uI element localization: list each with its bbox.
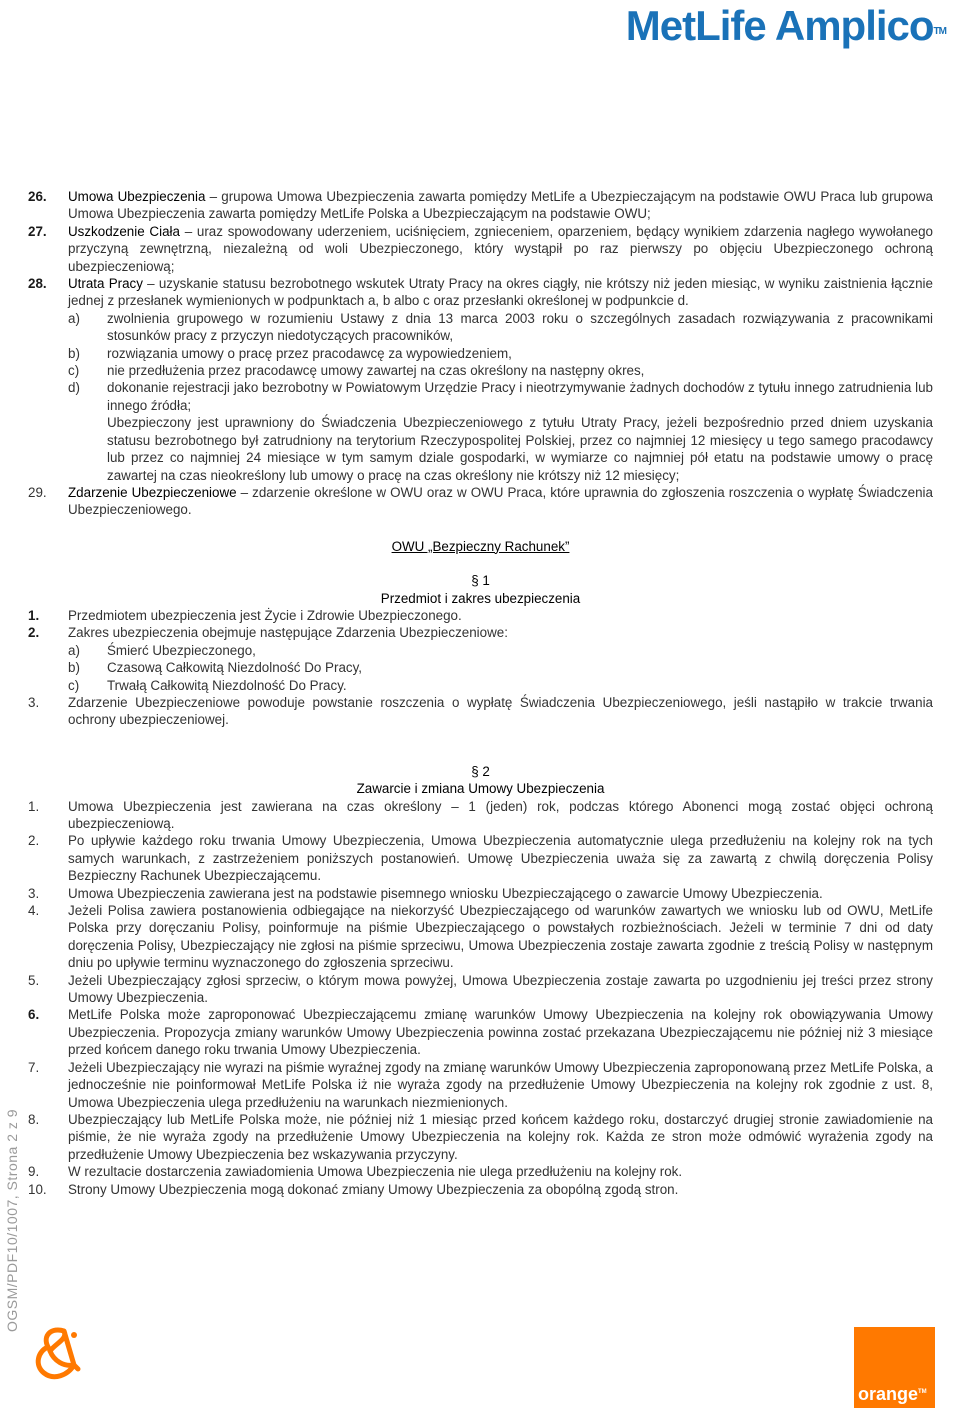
owu-title: OWU „Bezpieczny Rachunek”: [391, 538, 570, 554]
definition-28: [28, 275, 933, 310]
section-2-list: [28, 798, 933, 1198]
list-item: c) Trwałą Całkowitą Niezdolność Do Pracy.: [68, 677, 347, 693]
definition-29: [28, 484, 933, 519]
list-item: 8. Ubezpieczający lub MetLife Polska może, nie później niż 1 miesiąc przed końcem każdego roku, dostarczyć drugiej stronie zawiadomienie na piśmie, że nie wyraża zgody na przedłużenie Umowy Ubezpieczenia na kolejny rok. Każda ze stron może odmówić wyrażenia zgody na przedłużenie Umowy Ubezpieczenia bez wskazywania przyczyny.: [28, 1111, 933, 1162]
section-1-title: Przedmiot i zakres ubezpieczenia: [380, 590, 581, 606]
definition-number: 29.: [28, 484, 47, 500]
orange-logo: orange™: [854, 1327, 935, 1408]
definition-text: – uraz spowodowany uderzeniem, uciśnięciem, zgnieceniem, oparzeniem, będący wynikiem zdarzenia nagłego wywołanego przyczyną zewnętrzną, niezależną od woli Ubezpieczonego, który wystąpił po raz pierwszy po objęciu Ubezpieczonego ochroną ubezpieczeniową;: [68, 223, 933, 274]
definition-text: – zdarzenie określone w OWU oraz w OWU Praca, które uprawnia do zgłoszenia roszczenia o wypłatę Świadczenia Ubezpieczeniowego.: [68, 484, 933, 518]
definition-term: Utrata Pracy: [68, 276, 143, 292]
list-item: 10. Strony Umowy Ubezpieczenia mogą dokonać zmiany Umowy Ubezpieczenia za obopólną zgodą stron.: [28, 1181, 679, 1197]
list-item: 6. MetLife Polska może zaproponować Ubezpieczającemu zmianę warunków Umowy Ubezpieczenia na kolejny rok obowiązywania Umowy Ubezpieczenia. Propozycja zmiany warunków Umowy Ubezpieczenia powinna zostać przekazana Ubezpieczającemu nie później niż 3 miesiące przed końcem danego roku trwania Umowy Ubezpieczenia.: [28, 1007, 933, 1058]
list-item: a) Śmierć Ubezpieczonego,: [68, 642, 256, 658]
list-item: 7. Jeżeli Ubezpieczający nie wyrazi na piśmie wyraźnej zgody na zmianę warunków Umowy Ubezpieczenia zaproponowaną przez MetLife Polska, a jednocześnie nie poinformował MetLife Polska iż nie wyraża zgody na przedłużenie Umowy Ubezpieczenia na kolejny rok zgodnie z ust. 8, Umowa Ubezpieczenia ulega przedłużeniu na warunkach niezmienionych.: [28, 1059, 933, 1110]
definition-number: 26.: [28, 189, 47, 204]
section-1-mark: § 1: [471, 573, 490, 589]
list-item: 4. Jeżeli Polisa zawiera postanowienia odbiegające na niekorzyść Ubezpieczającego od warunków zawartych we wniosku lub od OWU, MetLife Polska przy doręczaniu Polisy, poinformuje na piśmie Ubezpieczającego o powstałych rozbieżnościach. Jeżeli w terminie 7 dni od daty doręczenia Polisy, Ubezpieczający nie zgłosi na piśmie sprzeciwu, Umowa Ubezpieczenia zostaje zawarta zgodnie z treścią Polisy w następnym dniu po upływie terminu wyznaczonego do zgłoszenia sprzeciwu.: [28, 903, 933, 971]
definition-term: Umowa Ubezpieczenia: [68, 189, 206, 204]
definition-text: – uzyskanie statusu bezrobotnego wskutek Utraty Pracy na okres ciągły, nie krótszy niż jeden miesiąc, w wyniku zaistnienia łącznie jednej z przesłanek wymienionych w podpunktach a, b albo c oraz przesłanki określonej w podpunkcie d.: [68, 276, 933, 309]
definition-28-paragraph: Ubezpieczony jest uprawniony do Świadczenia Ubezpieczeniowego z tytułu Utraty Pracy, jeżeli bezpośrednio przed dniem uzyskania statusu bezrobotnego był zatrudniony na terytorium Rzeczypospolitej Polskiej, przez co najmniej 12 miesięcy u tego samego pracodawcy lub przez co najmniej 24 miesiące w tym samym dziale gospodarki, w wymiarze co najmniej pół etatu na podstawie umowy o pracę zawartej na czas nieokreślony lub umowy o pracę na czas określony nie krótszy niż 12 miesięcy;: [107, 415, 933, 483]
list-item: 9. W rezultacie dostarczenia zawiadomienia Umowa Ubezpieczenia nie ulega przedłużeniu na kolejny rok.: [28, 1164, 683, 1180]
definition-number: 27.: [28, 223, 47, 239]
list-item: b) rozwiązania umowy o pracę przez pracodawcę za wypowiedzeniem,: [68, 345, 512, 361]
list-item: 1. Umowa Ubezpieczenia jest zawierana na czas określony – 1 (jeden) rok, podczas którego Abonenci mogą zostać objęci ochroną ubezpieczeniową.: [28, 798, 933, 831]
definition-26: [28, 188, 933, 223]
definition-27: [28, 223, 933, 275]
list-item: 3. Umowa Ubezpieczenia zawierana jest na podstawie pisemnego wniosku Ubezpieczającego o zawarcie Umowy Ubezpieczenia.: [28, 885, 823, 901]
list-item: a) zwolnienia grupowego w rozumieniu Ustawy z dnia 13 marca 2003 roku o szczególnych zasadach rozwiązywania z pracownikami stosunków pracy z przyczyn niedotyczących pracowników,: [68, 310, 933, 344]
document-body: [28, 188, 933, 1198]
list-item: d) dokonanie rejestracji jako bezrobotny w Powiatowym Urzędzie Pracy i nieotrzymywanie żadnych dochodów z tytułu innego zatrudnienia lub innego źródła;: [68, 380, 933, 413]
section-2-title: Zawarcie i zmiana Umowy Ubezpieczenia: [356, 781, 605, 797]
ampersand-logo-icon: [34, 1325, 82, 1383]
definition-term: Uszkodzenie Ciała: [68, 223, 180, 239]
list-item: 2. Po upływie każdego roku trwania Umowy Ubezpieczenia, Umowa Ubezpieczenia automatycznie ulega przedłużeniu na kolejny rok na tych samych warunkach, z zastrzeżeniem poniższych postanowień. Umowę Ubezpieczenia uważa się za zawartą z chwilą doręczenia Polisy Bezpieczny Rachunek Ubezpieczającemu.: [28, 833, 933, 884]
list-item: 1. Przedmiotem ubezpieczenia jest Życie i Zdrowie Ubezpieczonego.: [28, 607, 462, 623]
metlife-amplico-logo: MetLife Amplico™: [625, 2, 946, 49]
section-2-mark: § 2: [471, 763, 490, 779]
list-item: 3. Zdarzenie Ubezpieczeniowe powoduje powstanie roszczenia o wypłatę Świadczenia Ubezpieczeniowego, jeśli nastąpiło w trakcie trwania ochrony ubezpieczeniowej.: [28, 694, 933, 728]
list-item: 2. Zakres ubezpieczenia obejmuje następujące Zdarzenia Ubezpieczeniowe:: [28, 625, 508, 641]
page-code-vertical: OGSM/PDF10/1007, Strona 2 z 9: [4, 1108, 20, 1332]
list-item: b) Czasową Całkowitą Niezdolność Do Pracy,: [68, 660, 363, 676]
list-item: c) nie przedłużenia przez pracodawcę umowy zawartej na czas określony na następny okres,: [68, 363, 645, 379]
definition-number: 28.: [28, 276, 47, 292]
definition-text: – grupowa Umowa Ubezpieczenia zawarta pomiędzy MetLife a Ubezpieczającym na podstawie OWU Praca lub grupowa Umowa Ubezpieczenia zawarta pomiędzy MetLife Polska a Ubezpieczającym na podstawie OWU;: [68, 189, 933, 222]
list-item: 5. Jeżeli Ubezpieczający zgłosi sprzeciw, o którym mowa powyżej, Umowa Ubezpieczenia zostaje zawarta po uzgodnieniu jej treści przez strony Umowy Ubezpieczenia.: [28, 972, 933, 1006]
definition-term: Zdarzenie Ubezpieczeniowe: [68, 484, 237, 500]
